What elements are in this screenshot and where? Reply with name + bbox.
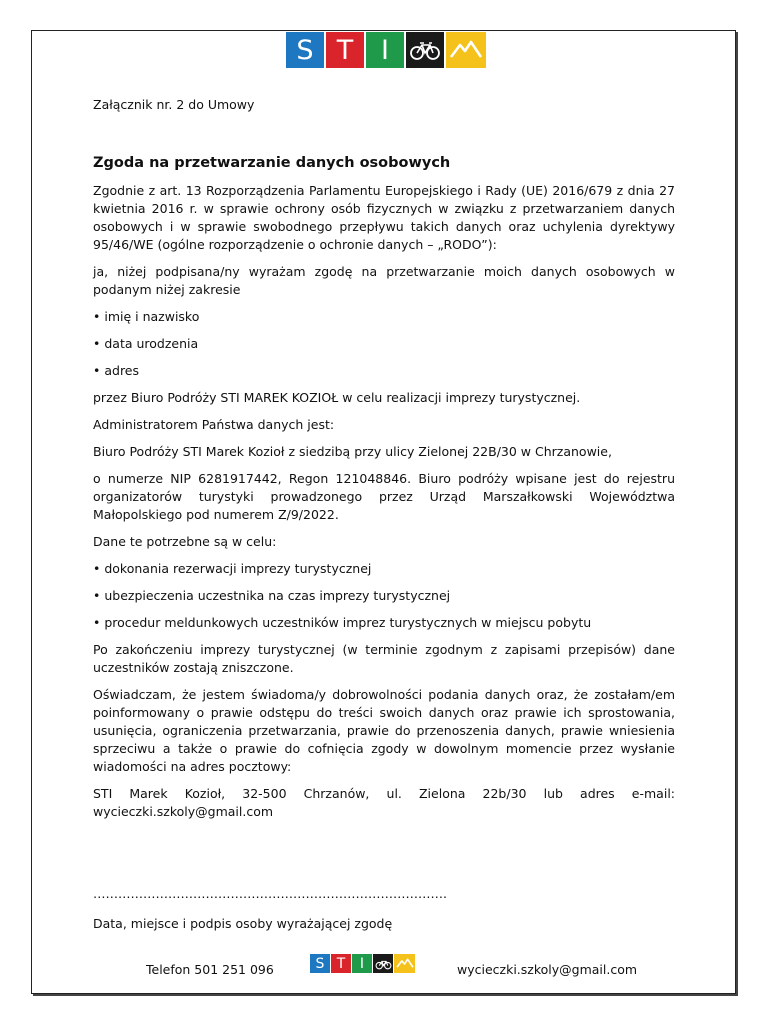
- bicycle-icon: [406, 32, 446, 68]
- signature-line: ………………………………………………………………………….: [93, 886, 447, 901]
- document-title: Zgoda na przetwarzanie danych osobowych: [93, 155, 451, 171]
- footer-email: wycieczki.szkoly@gmail.com: [457, 962, 638, 977]
- sti-logo-footer: [310, 954, 415, 973]
- scope-item: • imię i nazwisko: [93, 309, 200, 324]
- declaration-paragraph: Oświadczam, że jestem świadoma/y dobrowolności podania danych oraz, że zostałam/em poinformowany o prawie odstępu do treści swoich danych oraz prawie ich sprostowania, usunięcia, ograniczenia przetwarzania, prawie do przenoszenia danych, prawie wniesienia sprzeciwu a także o prawie do cofnięcia zgody w dowolnym momencie przez wysłanie wiadomości na adres pocztowy:: [93, 687, 675, 774]
- bicycle-icon: [373, 954, 394, 973]
- signature-label: Data, miejsce i podpis osoby wyrażającej zgodę: [93, 916, 393, 931]
- consent-paragraph: ja, niżej podpisana/ny wyrażam zgodę na przetwarzanie moich danych osobowych w podanym niżej zakresie: [93, 264, 675, 297]
- admin-heading: Administratorem Państwa danych jest:: [93, 417, 335, 432]
- purpose-paragraph: przez Biuro Podróży STI MAREK KOZIOŁ w celu realizacji imprezy turystycznej.: [93, 390, 581, 405]
- intro-paragraph: Zgodnie z art. 13 Rozporządzenia Parlamentu Europejskiego i Rady (UE) 2016/679 z dnia 27 kwietnia 2016 r. w sprawie ochrony osób fizycznych w związku z przetwarzaniem danych osobowych i w sprawie swobodnego przepływu takich danych oraz uchylenia dyrektywy 95/46/WE (ogólne rozporządzenie o ochronie danych – „RODO”):: [93, 183, 675, 252]
- mountain-icon: [394, 954, 415, 973]
- footer-phone: Telefon 501 251 096: [146, 962, 274, 977]
- scope-item: • adres: [93, 363, 140, 378]
- purposes-heading: Dane te potrzebne są w celu:: [93, 534, 277, 549]
- logo-letter-t: T: [331, 954, 352, 973]
- signature-block: [93, 885, 675, 933]
- contact-paragraph: STI Marek Kozioł, 32-500 Chrzanów, ul. Zielona 22b/30 lub adres e-mail: wycieczki.szkoly@gmail.com: [93, 786, 675, 819]
- mountain-icon: [446, 32, 486, 68]
- admin-registry: o numerze NIP 6281917442, Regon 121048846. Biuro podróży wpisane jest do rejestru organizatorów turystyki prowadzonego przez Urząd Marszałkowski Województwa Małopolskiego pod numerem Z/9/2022.: [93, 471, 675, 522]
- scope-item: • data urodzenia: [93, 336, 199, 351]
- logo-letter-i: I: [366, 32, 406, 68]
- deletion-paragraph: Po zakończeniu imprezy turystycznej (w terminie zgodnym z zapisami przepisów) dane uczestników zostają zniszczone.: [93, 642, 675, 675]
- attachment-label: Załącznik nr. 2 do Umowy: [93, 97, 255, 112]
- logo-letter-s: S: [310, 954, 331, 973]
- logo-letter-t: T: [326, 32, 366, 68]
- purpose-item: • ubezpieczenia uczestnika na czas imprezy turystycznej: [93, 588, 451, 603]
- admin-address: Biuro Podróży STI Marek Kozioł z siedzibą przy ulicy Zielonej 22B/30 w Chrzanowie,: [93, 444, 612, 459]
- sti-logo-header: [286, 32, 486, 68]
- purpose-item: • procedur meldunkowych uczestników imprez turystycznych w miejscu pobytu: [93, 615, 592, 630]
- document-body: [93, 96, 675, 821]
- logo-letter-i: I: [352, 954, 373, 973]
- logo-letter-s: S: [286, 32, 326, 68]
- purpose-item: • dokonania rezerwacji imprezy turystycznej: [93, 561, 372, 576]
